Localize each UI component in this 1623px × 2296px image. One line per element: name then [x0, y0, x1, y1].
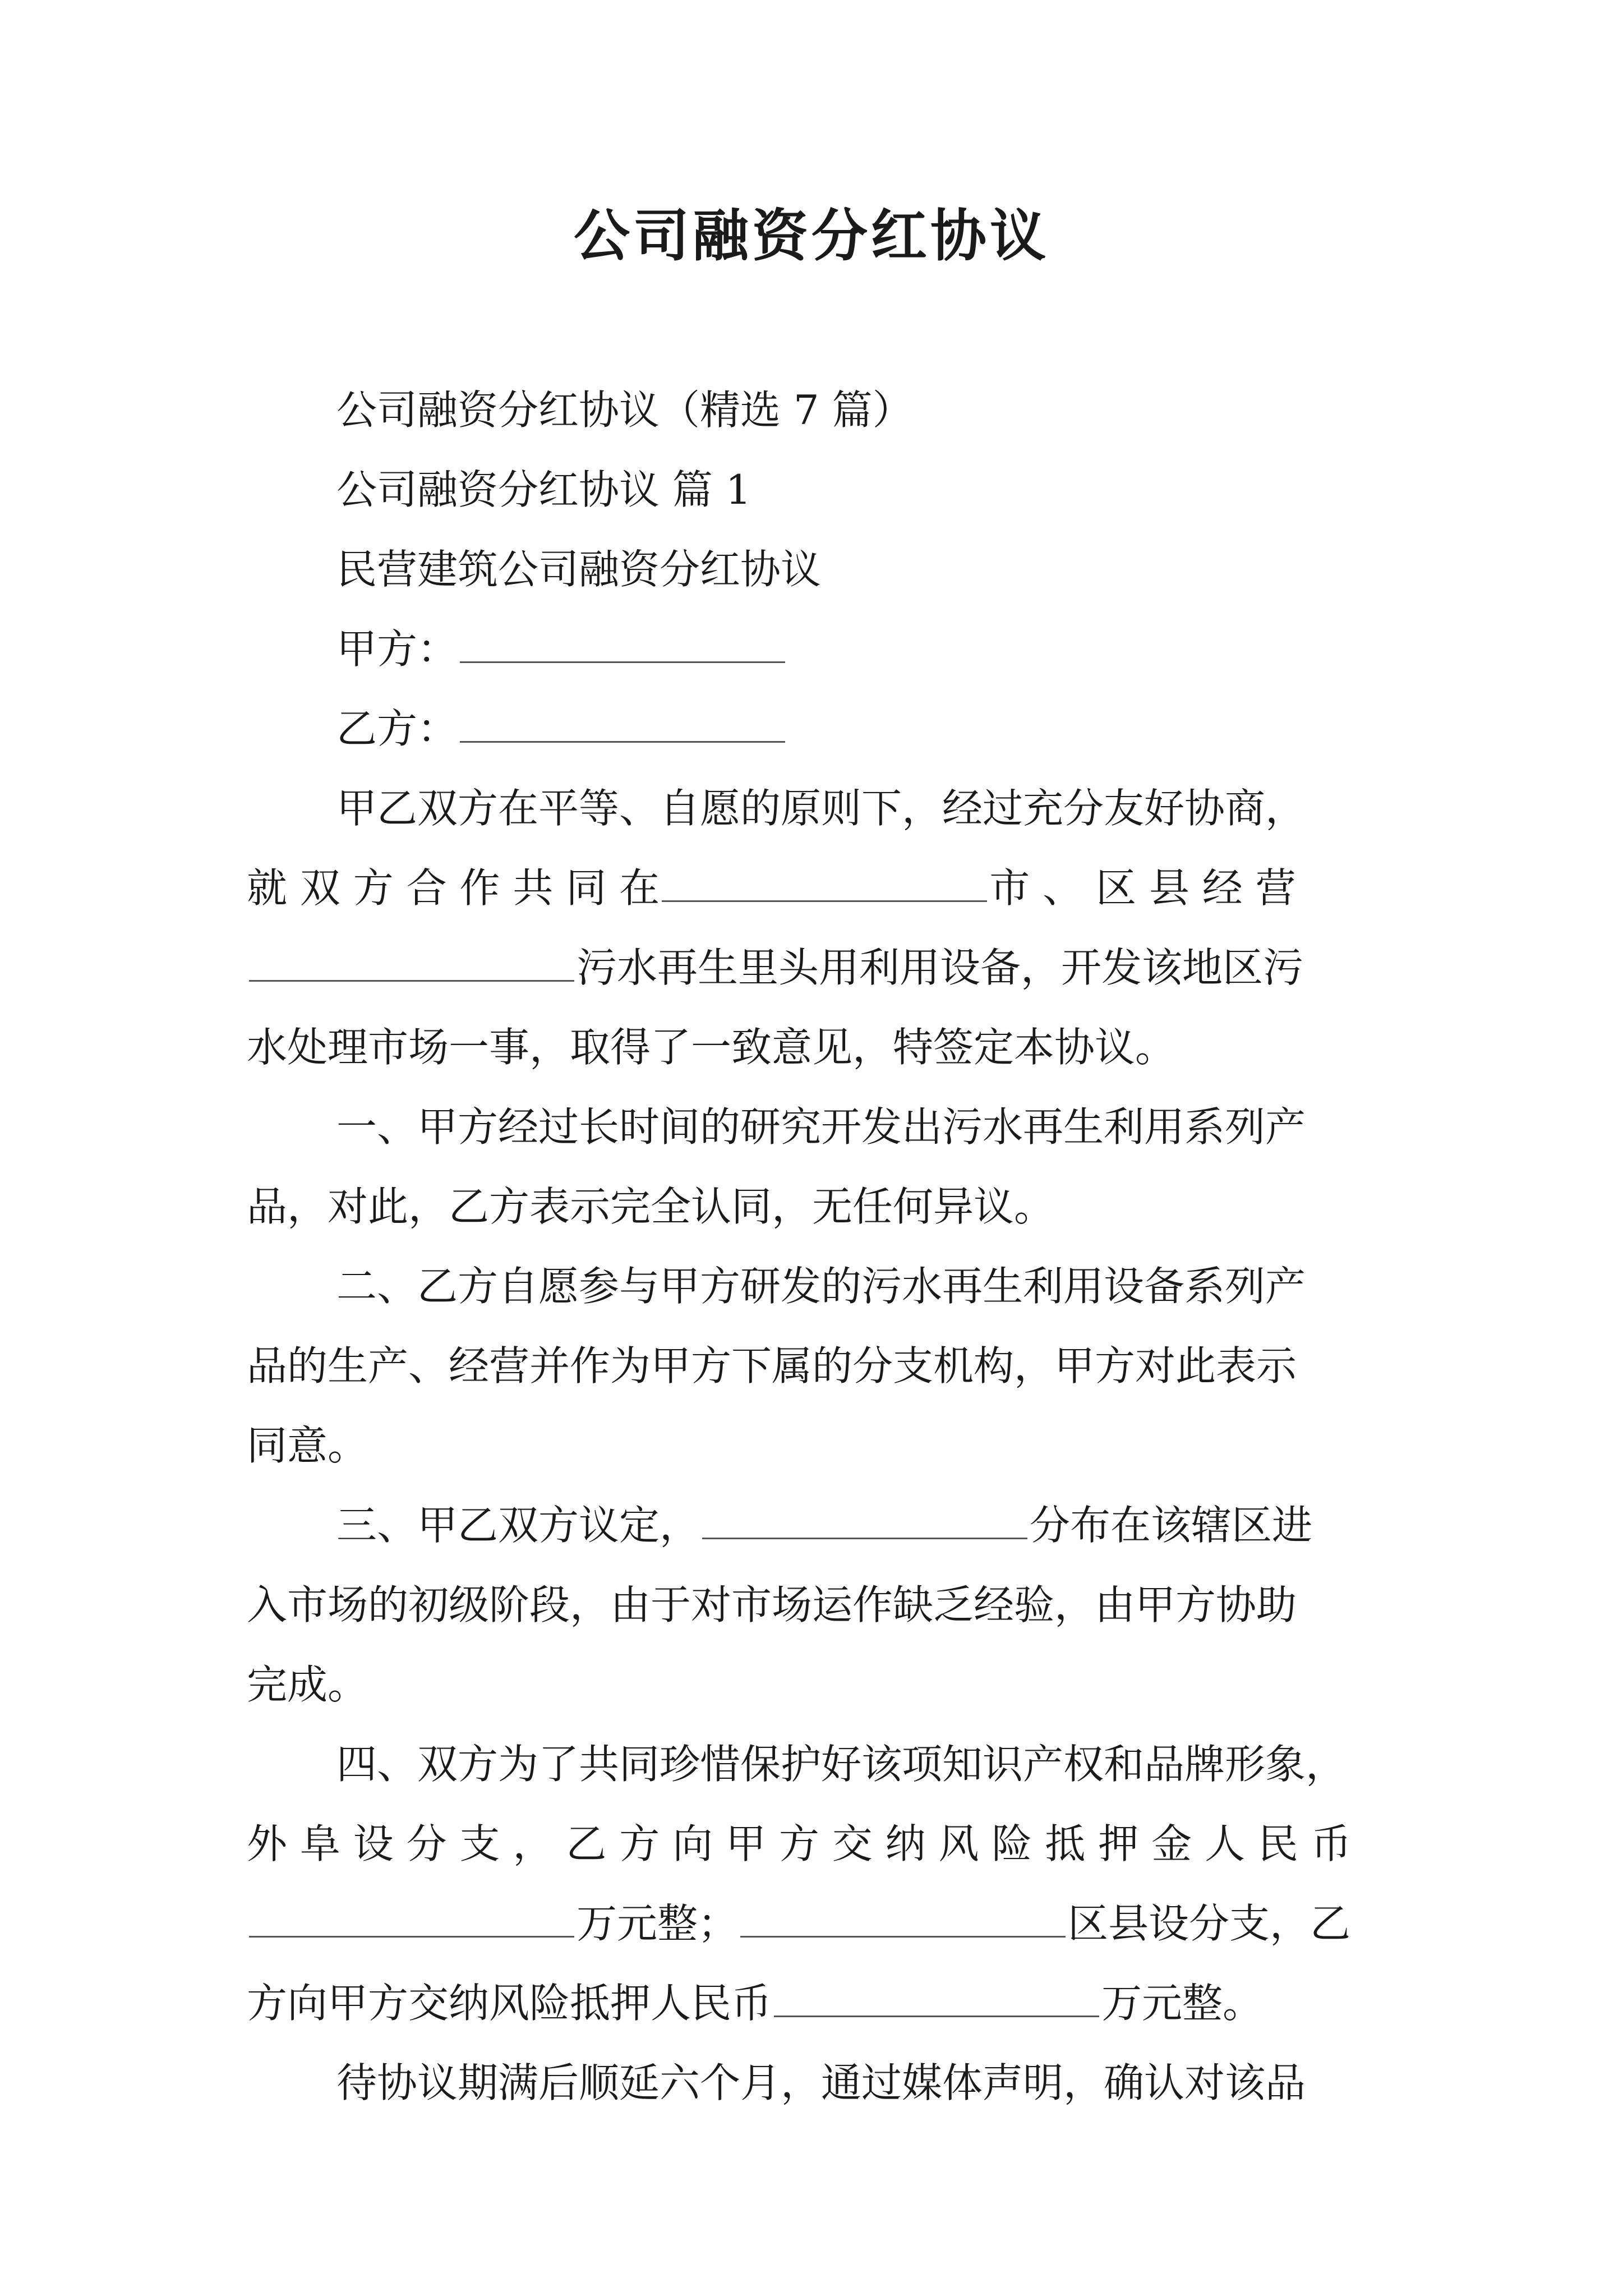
clause-3-blank[interactable]	[702, 1504, 1027, 1539]
document-body	[247, 370, 1380, 2123]
clause-4-line	[247, 1963, 1380, 2043]
section-heading: 公司融资分红协议 篇 1	[336, 466, 751, 513]
text-segment: 方向甲方交纳风险抵押人民币	[247, 1980, 772, 2027]
clause-1-line: 品，对此，乙方表示完全认同，无任何异议。	[247, 1183, 1055, 1230]
text-segment: 区县设分支，乙	[1068, 1900, 1351, 1947]
party-a-line	[247, 609, 1380, 689]
city-blank[interactable]	[662, 867, 987, 902]
paragraph-line: 水处理市场一事，取得了一致意见，特签定本协议。	[247, 1024, 1176, 1071]
text-segment: 就 双 方 合 作 共 同 在	[247, 864, 660, 912]
party-a-blank[interactable]	[460, 628, 785, 663]
text-segment: 分布在该辖区进	[1030, 1502, 1313, 1549]
text-segment: 万元整。	[1101, 1980, 1264, 2027]
paragraph-line: 待协议期满后顺延六个月，通过媒体声明，确认对该品	[336, 2059, 1306, 2106]
clause-2-line: 品的生产、经营并作为甲方下属的分支机构，甲方对此表示	[247, 1342, 1297, 1389]
clause-1-line: 一、甲方经过长时间的研究开发出污水再生利用系列产	[336, 1103, 1306, 1151]
text-segment: 万元整；	[577, 1900, 739, 1947]
business-blank[interactable]	[249, 946, 574, 982]
text-segment: 污水再生里头用利用设备，开发该地区污	[577, 944, 1304, 991]
party-b-label: 乙方：	[336, 705, 458, 752]
deposit-amount-blank-2[interactable]	[774, 1982, 1099, 2017]
clause-3-line	[247, 1485, 1380, 1565]
paragraph-line: 甲乙双方在平等、自愿的原则下，经过充分友好协商，	[336, 785, 1306, 832]
text-segment: 三、甲乙双方议定，	[336, 1502, 700, 1549]
party-b-line	[247, 689, 1380, 769]
paragraph-line	[247, 848, 1380, 928]
subtitle-line: 公司融资分红协议（精选 7 篇）	[336, 386, 913, 434]
clause-2-line: 二、乙方自愿参与甲方研发的污水再生利用设备系列产	[336, 1263, 1306, 1310]
party-a-label: 甲方：	[336, 625, 458, 673]
clause-3-line: 入市场的初级阶段，由于对市场运作缺乏经验，由甲方协助	[247, 1581, 1297, 1628]
clause-3-line: 完成。	[247, 1661, 368, 1708]
party-b-blank[interactable]	[460, 707, 785, 743]
agreement-name: 民营建筑公司融资分红协议	[336, 546, 822, 593]
paragraph-line	[247, 928, 1380, 1007]
clause-4-line: 四、双方为了共同珍惜保护好该项知识产权和品牌形象，	[336, 1741, 1347, 1788]
text-segment: 市 、 区 县 经 营	[989, 864, 1296, 912]
clause-4-line	[247, 1884, 1380, 1963]
county-blank[interactable]	[740, 1902, 1066, 1938]
clause-4-line: 外 阜 设 分 支 ， 乙 方 向 甲 方 交 纳 风 险 抵 押 金 人 民 币	[247, 1820, 1352, 1867]
document-title: 公司融资分红协议	[574, 203, 1049, 269]
deposit-amount-blank[interactable]	[249, 1902, 574, 1938]
clause-2-line: 同意。	[247, 1422, 368, 1469]
